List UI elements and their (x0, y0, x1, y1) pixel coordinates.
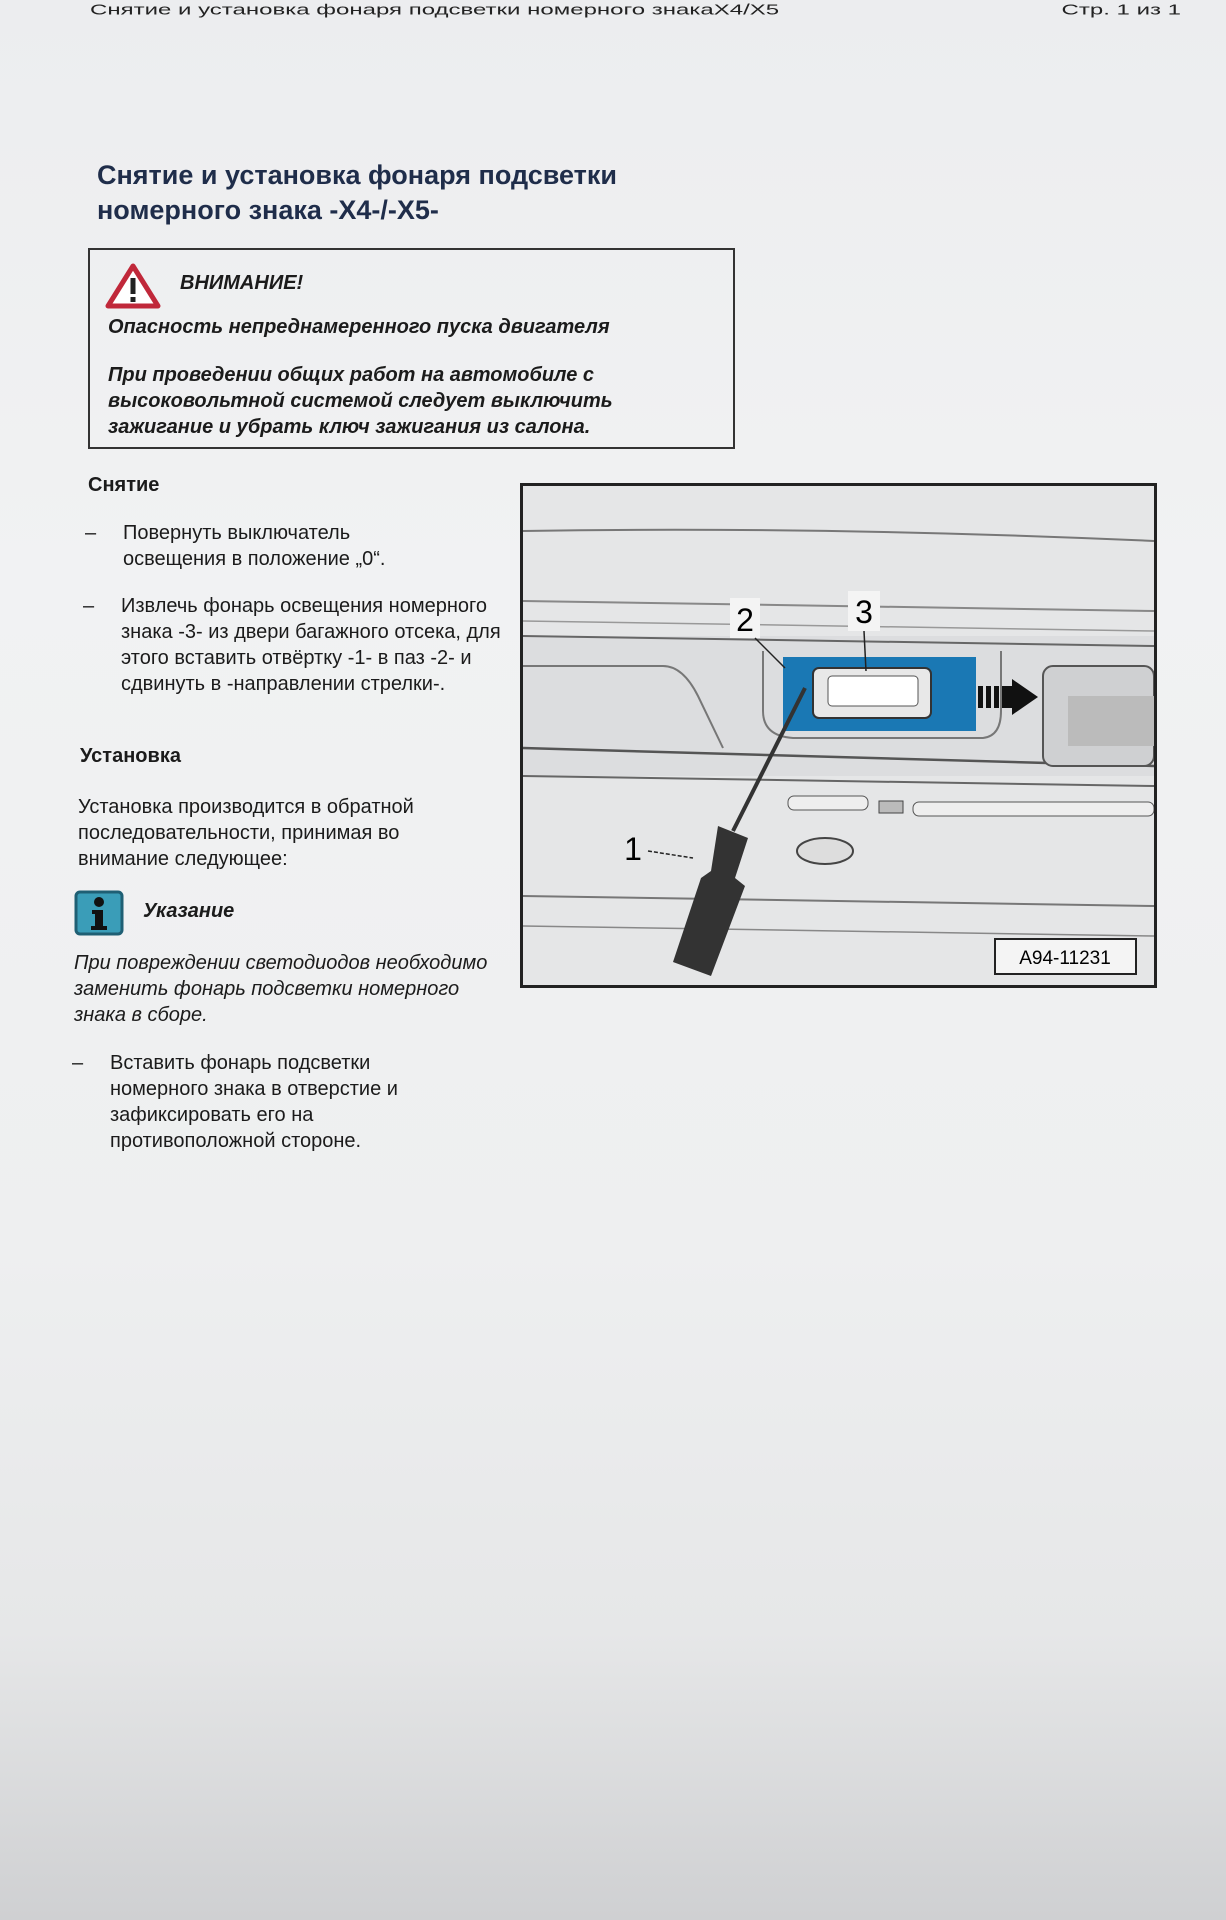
step-text: Повернуть выключатель освещения в положение „0“. (123, 522, 386, 570)
warning-triangle-icon (104, 262, 162, 310)
dash-bullet: – (85, 522, 97, 544)
removal-step-1 (85, 520, 413, 572)
running-header-title: Снятие и установка фонаря подсветки номерного знакаX4/X5 (90, 2, 780, 19)
info-icon (74, 890, 124, 936)
label-3: 3 (855, 594, 873, 630)
label-2: 2 (736, 602, 754, 638)
dash-bullet: – (72, 1052, 84, 1074)
dash-bullet: – (83, 595, 95, 617)
warning-subtitle: Опасность непреднамеренного пуска двигателя (108, 316, 610, 338)
warning-box (88, 248, 735, 449)
page-title: Снятие и установка фонаря подсветки номерного знака -X4-/-X5- (97, 160, 617, 225)
removal-step-2 (83, 593, 501, 697)
installation-step-1 (72, 1050, 460, 1154)
note-text: При повреждении светодиодов необходимо заменить фонарь подсветки номерного знака в сборе. (74, 952, 488, 1026)
installation-heading: Установка (80, 745, 181, 767)
warning-text: При проведении общих работ на автомобиле с высоковольтной системой следует выключить зажигание и убрать ключ зажигания из салона. (108, 364, 613, 438)
label-1: 1 (624, 831, 642, 867)
illustration-figure (520, 483, 1157, 988)
removal-heading: Снятие (88, 474, 160, 496)
step-text: Вставить фонарь подсветки номерного знака в отверстие и зафиксировать его на противоположной стороне. (110, 1052, 398, 1152)
warning-heading: ВНИМАНИЕ! (180, 272, 304, 294)
step-text: Извлечь фонарь освещения номерного знака -3- из двери багажного отсека, для этого вставить отвёртку -1- в паз -2- и сдвинуть в -направлении стрелки-. (121, 595, 501, 695)
installation-intro: Установка производится в обратной последовательности, принимая во внимание следующее: (78, 796, 414, 870)
note-heading: Указание (143, 900, 235, 922)
license-light-removal-drawing (523, 486, 1154, 985)
figure-code: A94-11231 (1019, 948, 1111, 969)
page-number: Стр. 1 из 1 (1061, 2, 1181, 19)
